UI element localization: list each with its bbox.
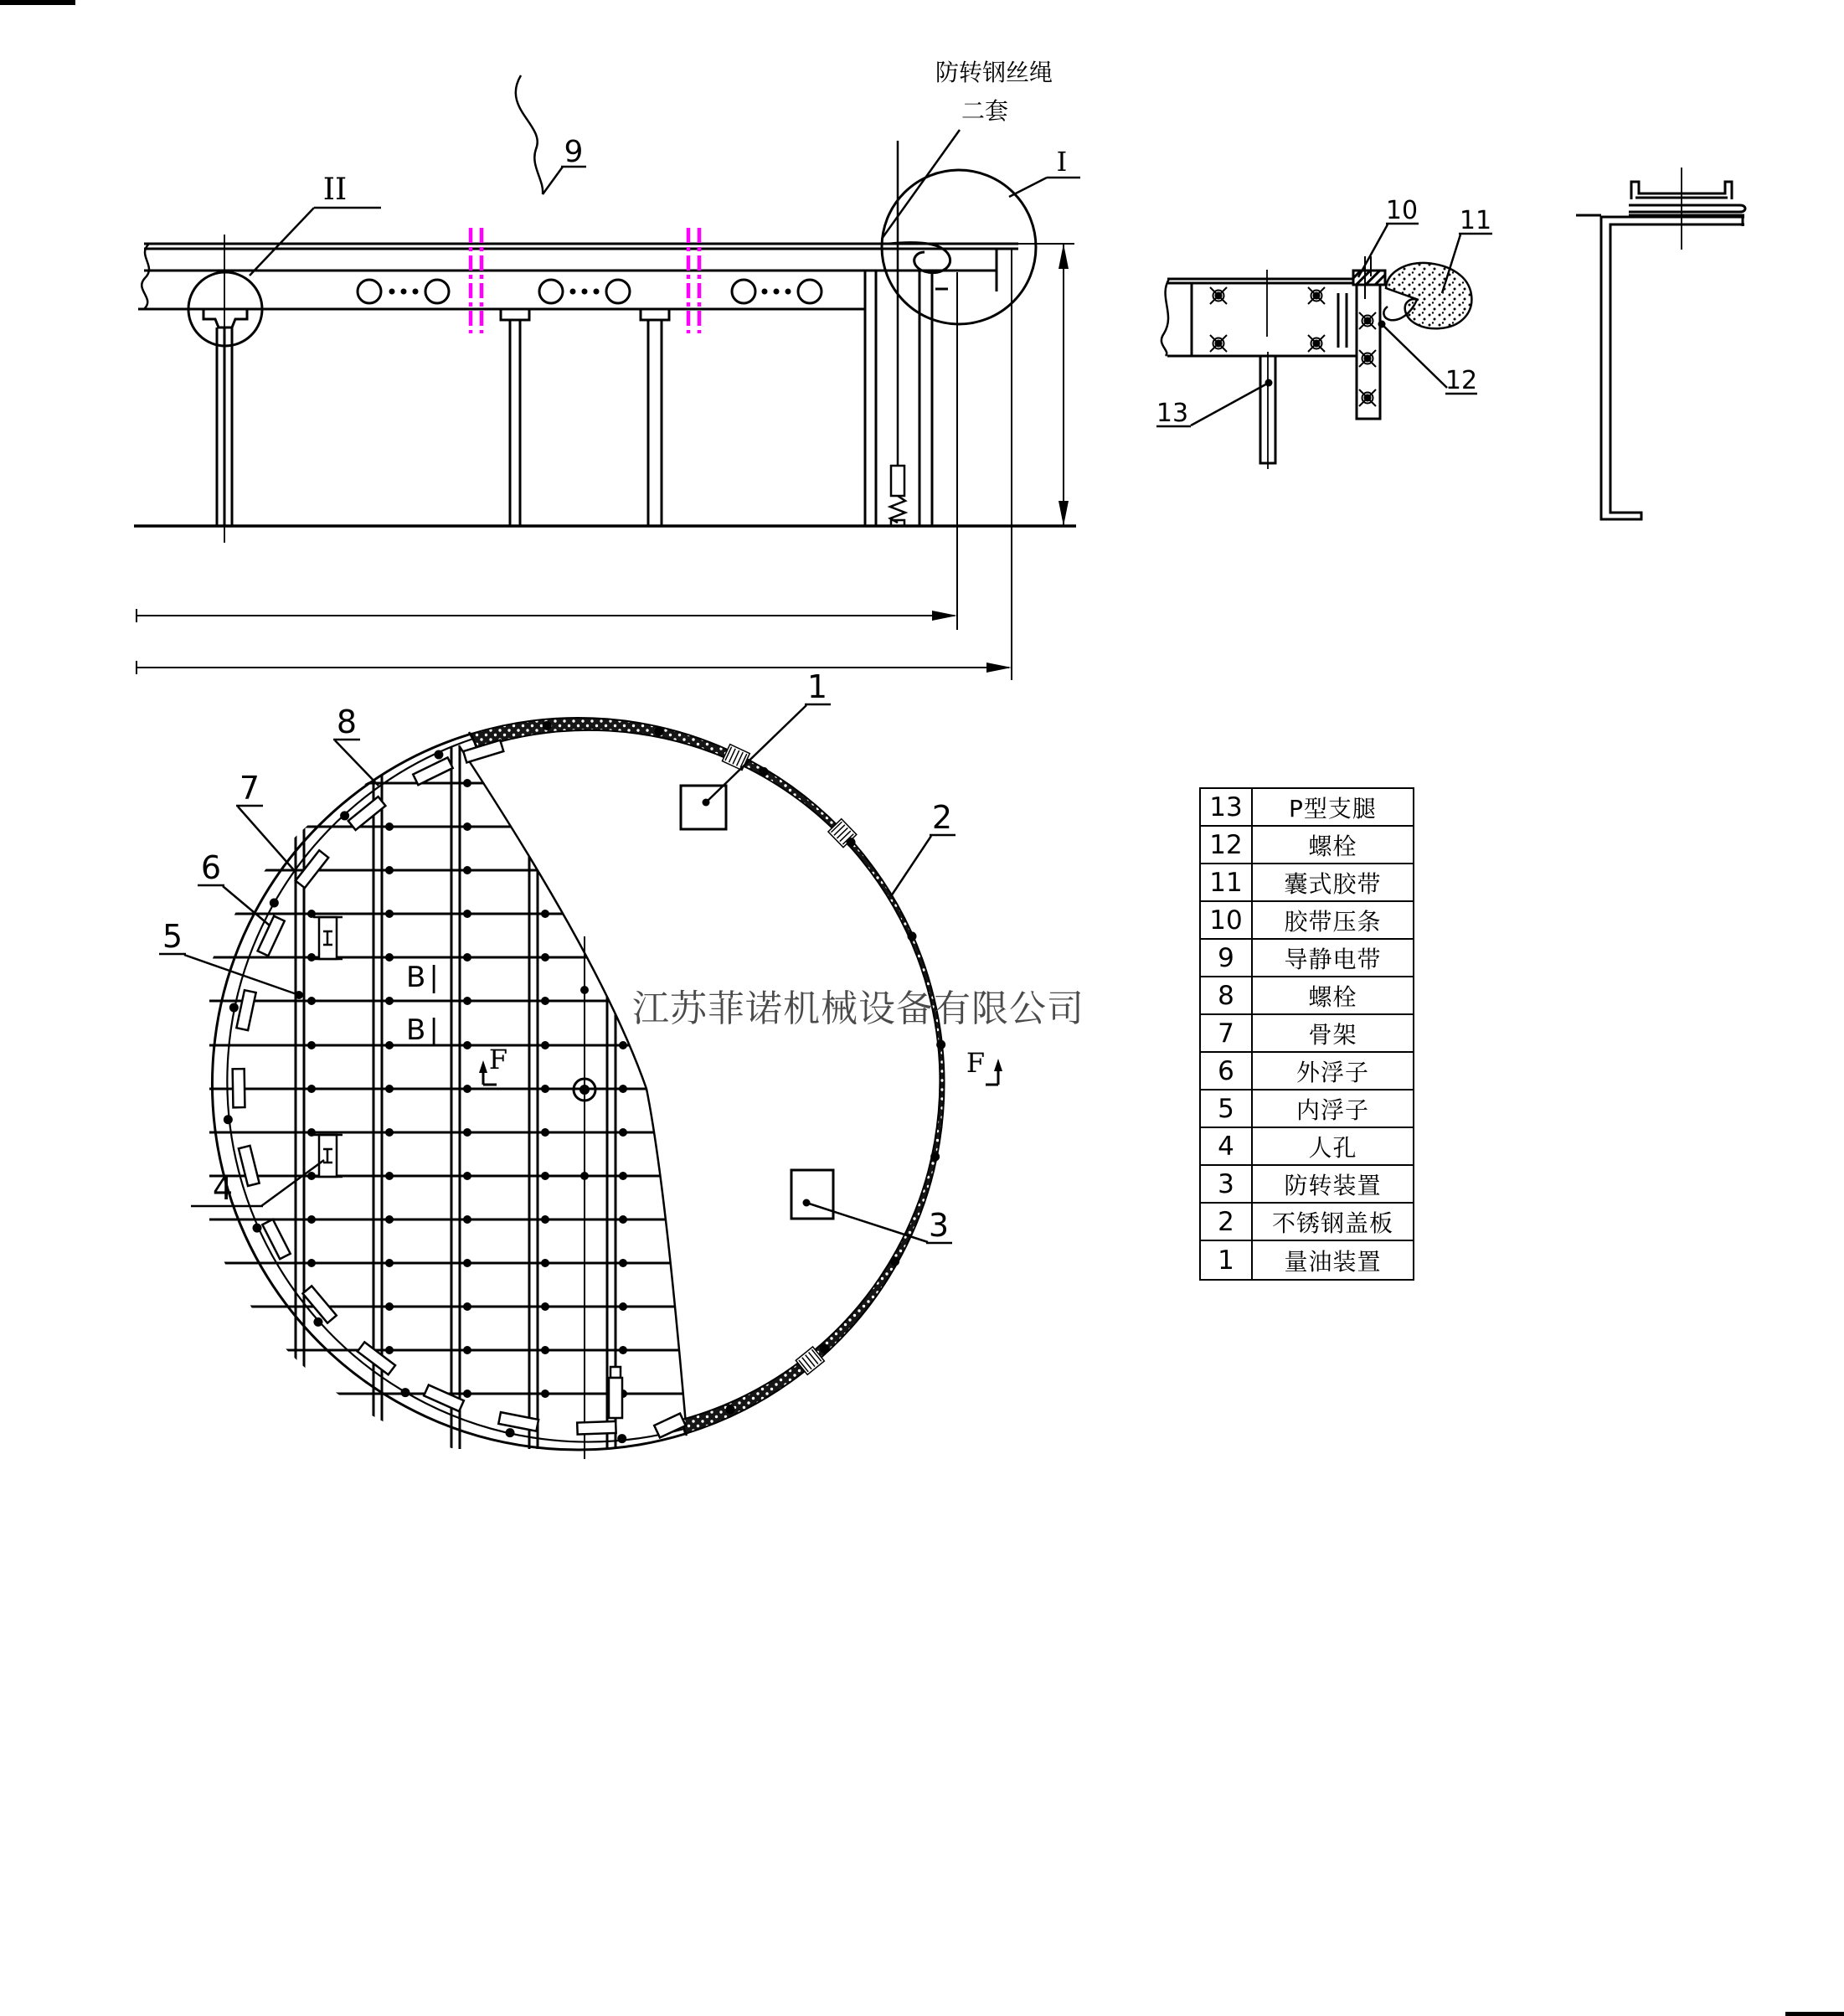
wire-note-leader — [882, 130, 960, 239]
grid-bolt-dot — [307, 1259, 316, 1267]
bottom-dimension-line-1 — [136, 609, 957, 622]
grid-bolt-dot — [385, 822, 394, 831]
grid-bolt-dot — [463, 1302, 471, 1311]
rim-end-assembly — [865, 243, 997, 526]
section-b1-label-bottom: B| — [406, 1013, 442, 1047]
rim-bolt-dot — [229, 1003, 239, 1013]
callout-1-label: 1 — [806, 668, 828, 705]
bottom-dimension-line-2 — [136, 661, 1012, 674]
callout-9 — [543, 167, 586, 194]
callout-12-label: 12 — [1445, 366, 1478, 395]
wire-note-line1: 防转钢丝绳 — [935, 59, 1053, 86]
bolt-symbols — [1210, 287, 1376, 406]
table-row: 11 囊式胶带 — [1201, 864, 1413, 902]
rim-bolt-dot — [253, 1224, 262, 1233]
grid-bolt-dot — [463, 1085, 471, 1093]
grid-bolt-dot — [619, 1302, 627, 1311]
grid-bolt-dot — [463, 779, 471, 787]
grid-bolt-dot — [541, 1041, 549, 1049]
callout-I — [1009, 178, 1080, 197]
callout-6-label: 6 — [200, 849, 222, 886]
grid-bolt-dot — [541, 1302, 549, 1311]
grid-bolt-dot — [463, 953, 471, 962]
table-row: 7 骨架 — [1201, 1015, 1413, 1053]
grid-bolt-dot — [463, 1259, 471, 1267]
callout-7-label: 7 — [239, 770, 260, 807]
outer-float — [424, 1385, 464, 1411]
rim-bolt-dot — [434, 750, 443, 760]
grid-bolt-dot — [541, 1128, 549, 1137]
table-row: 12 螺栓 — [1201, 827, 1413, 864]
band-splice-joints — [722, 745, 856, 1375]
grid-bolt-dot — [385, 1302, 394, 1311]
grid-bolt-dot — [619, 1085, 627, 1093]
static-belt-wavy-line — [516, 75, 543, 194]
grid-bolt-dot — [307, 997, 316, 1005]
parts-table — [1199, 787, 1414, 1281]
grid-bolt-dot — [541, 866, 549, 874]
wire-note-line2: 二套 — [961, 97, 1009, 125]
company-watermark: 江苏菲诺机械设备有限公司 — [632, 987, 1084, 1030]
grid-bolt-dot — [541, 997, 549, 1005]
grid-bolt-dot — [541, 1346, 549, 1354]
tape-press-strip — [1353, 271, 1385, 285]
outer-float — [258, 916, 285, 956]
stainless-cover-band — [471, 718, 945, 1434]
rim-bolt-dot — [820, 1344, 829, 1353]
callout-II — [250, 208, 381, 276]
break-line-left — [142, 244, 149, 309]
rim-bolt-dot — [506, 1428, 515, 1437]
grid-bolt-dot — [385, 910, 394, 918]
grid-bolt-dot — [541, 1215, 549, 1224]
bolt-symbol — [1210, 335, 1227, 352]
guide-channel-detail — [1576, 168, 1745, 519]
roof-rim-left-arc — [212, 734, 685, 1450]
callout-2-label: 2 — [931, 799, 953, 836]
section-b1-label-top: B| — [406, 961, 442, 994]
table-row: 1 量油装置 — [1201, 1241, 1413, 1279]
section-f-label-left: F — [488, 1044, 508, 1075]
outer-float — [262, 1219, 290, 1259]
outer-float — [348, 797, 386, 830]
support-leg-middle-2 — [641, 309, 669, 526]
rim-bolt-dot — [930, 1152, 940, 1161]
bolt-symbol — [1308, 335, 1325, 352]
outer-float — [233, 1069, 245, 1107]
rim-bolt-dot — [760, 767, 769, 776]
grid-bolt-dot — [463, 866, 471, 874]
grid-bolt-dot — [541, 1085, 549, 1093]
turnbuckle-spring — [890, 496, 905, 523]
rim-bolt-dot — [726, 1405, 735, 1414]
grid-bolt-dot — [385, 1085, 394, 1093]
grid-bolt-dot — [385, 997, 394, 1005]
p-type-leg — [1260, 352, 1275, 469]
pontoon-float-circles — [358, 280, 822, 303]
grid-bolt-dot — [619, 1259, 627, 1267]
manhole-upper — [313, 917, 343, 959]
grid-bolt-dot — [385, 1215, 394, 1224]
rim-bolt-dot — [401, 1388, 410, 1397]
bolt-symbol — [1308, 287, 1325, 304]
grid-bolt-dot — [385, 1041, 394, 1049]
bolt-symbol — [1359, 350, 1376, 367]
vertical-dimension-line — [1058, 244, 1069, 526]
rim-bolt-dot — [340, 811, 349, 820]
detail-circle-I — [882, 170, 1036, 324]
grid-bolt-dot — [619, 1041, 627, 1049]
bolt-symbol — [1359, 389, 1376, 406]
plan-callout-leaders — [159, 704, 955, 1243]
grid-bolt-dot — [619, 1128, 627, 1137]
break-line-detail — [1162, 279, 1169, 356]
callout-13-label: 13 — [1156, 399, 1189, 428]
table-row: 5 内浮子 — [1201, 1090, 1413, 1128]
table-row: 10 胶带压条 — [1201, 902, 1413, 940]
table-row: 2 不锈钢盖板 — [1201, 1204, 1413, 1241]
grid-bolt-dot — [385, 953, 394, 962]
grid-bolt-dot — [541, 953, 549, 962]
grid-bolt-dot — [307, 1041, 316, 1049]
grid-bolt-dot — [463, 1390, 471, 1398]
grid-bolt-dot — [463, 1041, 471, 1049]
callout-5-label: 5 — [162, 918, 183, 955]
rim-bolt-dot — [907, 931, 916, 941]
callout-10-label: 10 — [1385, 196, 1419, 225]
rim-bolt-dot — [543, 721, 552, 730]
grid-bolt-dot — [385, 866, 394, 874]
grid-bolt-dot — [385, 1346, 394, 1354]
callout-9-label: 9 — [564, 135, 584, 169]
grid-bolt-dot — [307, 953, 316, 962]
callout-II-label: II — [322, 173, 348, 207]
rim-bolt-dot — [313, 1317, 322, 1327]
callout-11-label: 11 — [1459, 206, 1492, 235]
table-row: 6 外浮子 — [1201, 1053, 1413, 1090]
section-f-mark-right — [986, 1059, 1002, 1085]
grid-bolt-dot — [619, 1172, 627, 1180]
grid-bolt-dot — [463, 822, 471, 831]
rim-bolt-dot — [654, 727, 663, 736]
grid-bolt-dot — [619, 1346, 627, 1354]
grid-bolt-dot — [463, 910, 471, 918]
grid-bolt-dot — [619, 1215, 627, 1224]
table-row: 3 防转装置 — [1201, 1166, 1413, 1204]
grid-bolt-dot — [541, 1390, 549, 1398]
rim-bolt-dot — [617, 1434, 626, 1443]
grid-bolt-dot — [307, 1085, 316, 1093]
bolt-symbol — [1210, 287, 1227, 304]
outer-float — [498, 1412, 538, 1431]
outer-float — [577, 1421, 616, 1435]
grid-bolt-dot — [541, 1259, 549, 1267]
grid-bolt-dot — [385, 1172, 394, 1180]
grid-bolt-dot — [541, 910, 549, 918]
table-row: 13 P型支腿 — [1201, 789, 1413, 827]
grid-bolt-dot — [463, 1346, 471, 1354]
oil-gauge-square — [681, 786, 726, 829]
table-row: 9 导静电带 — [1201, 940, 1413, 977]
rim-bolt-dot — [890, 1257, 899, 1266]
side-elevation-view — [134, 59, 1080, 680]
anti-rotation-square — [791, 1170, 833, 1219]
rim-bolt-dot — [270, 899, 279, 908]
support-leg-left — [203, 235, 247, 543]
rim-bolt-dot — [847, 838, 856, 847]
grid-bolt-dot — [463, 1128, 471, 1137]
rim-bolt-dot — [224, 1115, 233, 1124]
floating-roof-plan-view — [159, 668, 1002, 1459]
outer-float — [302, 1286, 336, 1323]
support-leg-middle-1 — [501, 309, 529, 526]
bolt-symbol — [1359, 312, 1376, 329]
grid-bolt-dot — [463, 997, 471, 1005]
roof-skeleton-grid — [209, 737, 695, 1449]
bottom-nozzle — [609, 1367, 622, 1418]
grid-bolt-dot — [541, 1172, 549, 1180]
section-f-label-right: F — [966, 1047, 986, 1079]
rim-bolt-dot — [936, 1040, 945, 1049]
callout-3-label: 3 — [928, 1207, 950, 1244]
grid-bolt-dot — [307, 1215, 316, 1224]
grid-bolt-dot — [463, 1215, 471, 1224]
grid-bolt-dot — [463, 1172, 471, 1180]
grid-bolt-dot — [385, 1128, 394, 1137]
callout-8-label: 8 — [336, 704, 358, 740]
callout-4-label: 4 — [212, 1170, 234, 1207]
table-row: 4 人孔 — [1201, 1128, 1413, 1166]
rim-detail-view — [1156, 196, 1492, 469]
grid-bolt-dot — [385, 1259, 394, 1267]
manhole-lower — [313, 1135, 343, 1177]
outer-float — [236, 990, 255, 1030]
callout-I-label: I — [1056, 146, 1068, 178]
table-row: 8 螺栓 — [1201, 977, 1413, 1015]
